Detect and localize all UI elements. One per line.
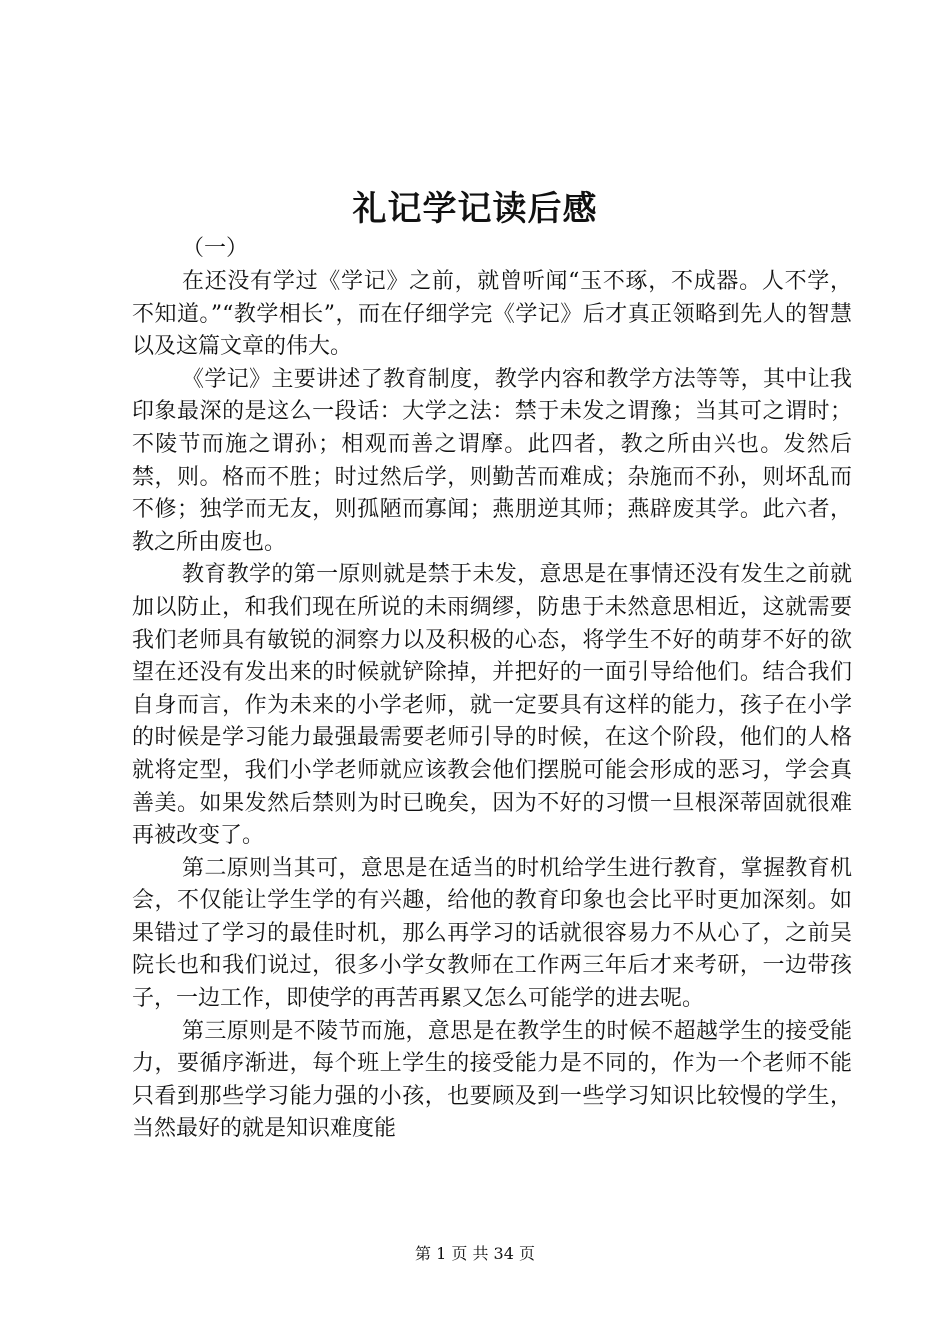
document-title: 礼记学记读后感: [352, 189, 598, 229]
paragraph: 第二原则当其可，意思是在适当的时机给学生进行教育，掌握教育机会，不仅能让学生学的有兴趣，给他的教育印象也会比平时更加深刻。如果错过了学习的最佳时机，那么再学习的话就很容易力不从心了，之前吴院长也和我们说过，很多小学女教师在工作两三年后才来考研，一边带孩子，一边工作，即使学的再苦再累又怎么可能学的进去呢。: [132, 855, 852, 1012]
section-label: （一）: [182, 236, 249, 261]
paragraph: 第三原则是不陵节而施，意思是在教学生的时候不超越学生的接受能力，要循序渐进，每个班上学生的接受能力是不同的，作为一个老师不能只看到那些学习能力强的小孩，也要顾及到一些学习知识比较慢的学生，当然最好的就是知识难度能: [132, 1018, 852, 1142]
paragraph: 《学记》主要讲述了教育制度，教学内容和教学方法等等，其中让我印象最深的是这么一段话：大学之法：禁于未发之谓豫；当其可之谓时；不陵节而施之谓孙；相观而善之谓摩。此四者，教之所由兴也。发然后禁，则。格而不胜；时过然后学，则勤苦而难成；杂施而不孙，则坏乱而不修；独学而无友，则孤陋而寡闻；燕朋逆其师；燕辟废其学。此六者，教之所由废也。: [132, 366, 852, 555]
page-footer: 第 1 页 共 34 页: [415, 1244, 535, 1263]
paragraph: 教育教学的第一原则就是禁于未发，意思是在事情还没有发生之前就加以防止，和我们现在所说的未雨绸缪，防患于未然意思相近，这就需要我们老师具有敏锐的洞察力以及积极的心态，将学生不好的萌芽不好的欲望在还没有发出来的时候就铲除掉，并把好的一面引导给他们。结合我们自身而言，作为未来的小学老师，就一定要具有这样的能力，孩子在小学的时候是学习能力最强最需要老师引导的时候，在这个阶段，他们的人格就将定型，我们小学老师就应该教会他们摆脱可能会形成的恶习，学会真善美。如果发然后禁则为时已晚矣，因为不好的习惯一旦根深蒂固就很难再被改变了。: [132, 562, 852, 849]
paragraph: 在还没有学过《学记》之前，就曾听闻“玉不琢，不成器。人不学，不知道。”“教学相长”，而在仔细学完《学记》后才真正领略到先人的智慧以及这篇文章的伟大。: [132, 269, 852, 360]
document-body: [132, 232, 852, 1146]
